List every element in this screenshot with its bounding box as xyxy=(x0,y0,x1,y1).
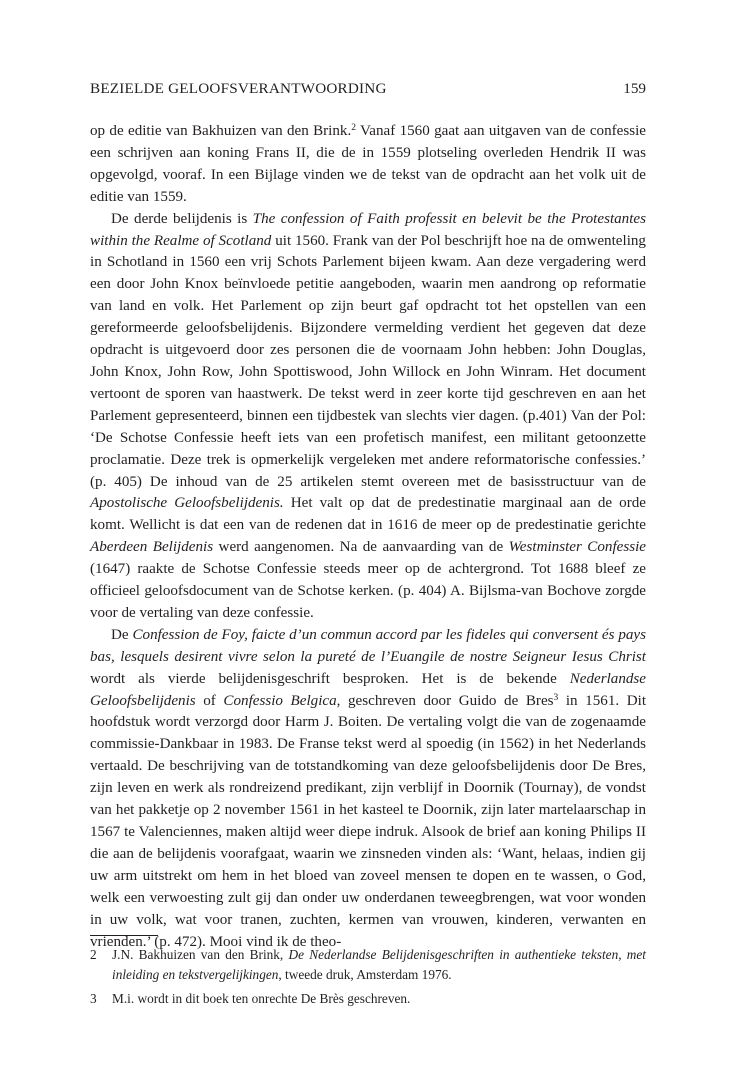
text-segment: (1647) raakte de Schotse Confessie steeds meer op de achtergrond. Tot 1688 bleef ze officieel geloofsdocument van de Schotse kerken. (p. 404) A. Bijlsma-van Bochove zorgde voor de vertaling van deze confessie. xyxy=(90,561,646,621)
text-segment: Vanaf 1560 gaat aan uitgaven van de confessie een schrijven aan koning Frans II, die de in 1559 plotseling overleden Hendrik II was opgevolgd, vooraf. In een Bijlage vinden we de tekst van de opdracht aan het volk uit de editie van 1559. xyxy=(90,123,646,205)
footnote-divider xyxy=(90,935,158,936)
text-segment: wordt als vierde belijdenisgeschrift besproken. Het is de bekende xyxy=(90,670,570,687)
footnote-number: 3 xyxy=(90,991,97,1006)
footnote-2 xyxy=(90,945,646,984)
text-segment: J.N. Bakhuizen van den Brink, xyxy=(112,947,289,962)
italic-title: Confessio Belgica xyxy=(223,692,337,709)
paragraph-1 xyxy=(90,121,646,209)
italic-title: Apostolische Geloofsbelijdenis. xyxy=(90,495,284,512)
text-segment: De xyxy=(111,626,133,643)
page-number: 159 xyxy=(623,80,646,97)
paragraph-3 xyxy=(90,625,646,954)
italic-title: Aberdeen Belijdenis xyxy=(90,539,214,556)
text-segment: , geschreven door Guido de Bres xyxy=(336,692,554,709)
text-segment: uit 1560. Frank van der Pol beschrijft hoe na de omwenteling in Schotland in 1560 een vrij Schots Parlement bijeen kwam. Aan deze vergadering werd een door John Knox beïnvloede petitie aangeboden, waarin men aandrong op reformatie van land en volk. Het Parlement op zijn beurt gaf opdracht tot het opstellen van een gereformeerde geloofsbelijdenis. Bijzondere vermelding verdient het gegeven dat deze opdracht is uitgevoerd door zes personen die de voornaam John hebben: John Douglas, John Knox, John Row, John Spottiswood, John Willock en John Winram. Het document vertoont de sporen van haastwerk. De tekst werd in zeer korte tijd geschreven en aan het Parlement gepresenteerd, binnen een tijdbestek van slechts vier dagen. (p.401) Van der Pol: ‘De Schotse Confessie heeft iets van een profetisch manifest, een militant getoonzette proclamatie. Deze trek is opmerkelijk vergeleken met andere reformatorische confessies.’ (p. 405) De inhoud van de 25 artikelen stemt overeen met de basisstructuur van de xyxy=(90,232,646,490)
text-segment: werd aangenomen. Na de aanvaarding van de xyxy=(213,539,509,556)
text-segment: , tweede druk, Amsterdam 1976. xyxy=(278,966,452,982)
italic-title: Nederlandse Geloofsbelijdenis xyxy=(90,670,646,709)
running-header-title: BEZIELDE GELOOFSVERANTWOORDING xyxy=(90,80,387,97)
footnote-ref-3: 3 xyxy=(553,692,559,703)
footnote-number: 2 xyxy=(90,947,97,962)
italic-title: Confession de Foy, faicte d’un commun accord par les fideles qui conversent és pays bas, lesquels desirent vivre selon la pureté de l’Euangile de nostre Seigneur Iesus Christ xyxy=(90,626,646,665)
footnote-3 xyxy=(90,989,646,1009)
footnotes xyxy=(90,945,646,1014)
italic-title: De Nederlandse Belijdenisgeschriften in authentieke teksten, met inleiding en tekstvergelijkingen xyxy=(112,947,646,982)
body-text xyxy=(90,121,646,953)
paragraph-2 xyxy=(90,209,646,625)
text-segment: op de editie van Bakhuizen van den Brink. xyxy=(90,123,352,139)
text-segment: of xyxy=(195,692,224,709)
footnote-ref-2: 2 xyxy=(351,123,356,133)
italic-title: Westminster Confessie xyxy=(508,539,646,556)
text-segment: in 1561. Dit hoofdstuk wordt verzorgd door Harm J. Boiten. De vertaling volgt die van de zogenaamde commissie-Dankbaar in 1983. De Franse tekst werd al spoedig (in 1562) in het Nederlands vertaald. De beschrijving van de totstandkoming van deze geloofsbelijdenis door De Bres, zijn leven en werk als rondreizend predikant, zijn verblijf in Doornik (Tournay), de vondst van het pakketje op 2 november 1561 in het kasteel te Doornik, zijn later martelaarschap in 1567 te Valenciennes, maken altijd weer diepe indruk. Alsook de brief aan koning Philips II die aan de belijdenis voorafgaat, waarin we zinsneden vinden als: ‘Want, helaas, indien gij uw arm uitstrekt om hem in het bloed van zoveel mensen te dopen en te wassen, o God, welk een verwoesting zult gij dan onder uw onderdanen teweegbrengen, wat voor wonden in uw volk, wat voor tranen, zuchten, kermen van vrouwen, kinderen, verwanten en vrienden.’ (p. 472). Mooi vind ik de theo- xyxy=(90,692,647,950)
text-segment: De derde belijdenis is xyxy=(111,210,253,227)
running-header xyxy=(90,79,646,99)
text-segment: Het valt op dat de predestinatie marginaal aan de orde komt. Wellicht is dat een van de redenen dat in 1616 de meer op de predestinatie gerichte xyxy=(90,495,647,534)
text-segment: M.i. wordt in dit boek ten onrechte De Brès geschreven. xyxy=(112,991,411,1006)
italic-title: The confession of Faith professit en belevit be the Protestantes within the Realme of Scotland xyxy=(90,210,646,249)
